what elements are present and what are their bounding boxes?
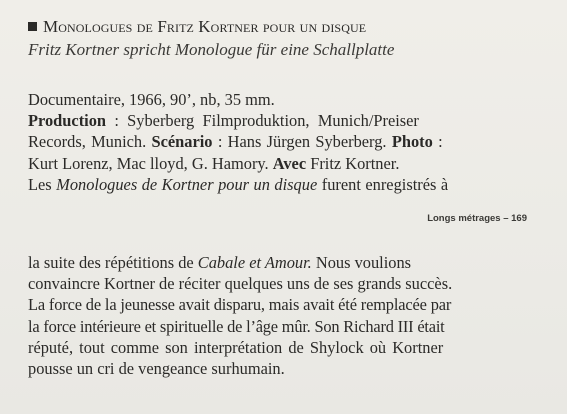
intro-suffix: furent enregistrés à (317, 174, 449, 194)
film-title (28, 17, 366, 37)
description-line-1b: Nous voulions (311, 253, 412, 272)
production-line-2 (28, 131, 524, 152)
avec-label: Avec (272, 153, 307, 173)
description-line-4: la force intérieure et spirituelle de l’âge mûr. Son Richard III était (28, 316, 445, 336)
production-text-1: : Syberberg Filmproduktion, Munich/Preiser (106, 111, 419, 131)
scenario-text: : Hans Jürgen Syberberg. (212, 132, 392, 152)
description-line-2: convaincre Kortner de réciter quelques uns de ses grands succès. (28, 274, 453, 294)
film-original-title: Fritz Kortner spricht Monologue für eine Schallplatte (28, 40, 395, 59)
intro-line (28, 174, 524, 195)
scenario-label: Scénario (151, 132, 213, 152)
genre-line: Documentaire, 1966, 90’, nb, 35 mm. (28, 90, 275, 109)
photo-text: Kurt Lorenz, Mac lloyd, G. Hamory. (28, 153, 273, 173)
film-title-text: Monologues de Fritz Kortner pour un disque (43, 17, 367, 36)
square-bullet-icon (28, 22, 37, 31)
photo-avec-line (28, 153, 524, 174)
description-play-title: Cabale et Amour. (197, 253, 312, 272)
page-folio: Longs métrages – 169 (427, 213, 527, 224)
photo-colon: : (432, 132, 443, 152)
credits-block (28, 89, 524, 195)
photo-label: Photo (391, 132, 433, 152)
description-line-3: La force de la jeunesse avait disparu, mais avait été remplacée par (28, 295, 452, 315)
description-line-1a: la suite des répétitions de (28, 253, 198, 272)
intro-film-title: Monologues de Kortner pour un disque (56, 174, 318, 194)
production-line-1 (28, 110, 524, 131)
description-line-5: réputé, tout comme son interprétation de Shylock où Kortner (28, 337, 444, 357)
avec-text: Fritz Kortner. (306, 153, 400, 173)
description-line-1 (28, 252, 522, 273)
production-text-2: Records, Munich. (28, 132, 152, 152)
production-label: Production (28, 111, 107, 131)
description-line-6: pousse un cri de vengeance surhumain. (28, 359, 285, 379)
intro-prefix: Les (28, 174, 57, 194)
description-block (28, 252, 522, 379)
